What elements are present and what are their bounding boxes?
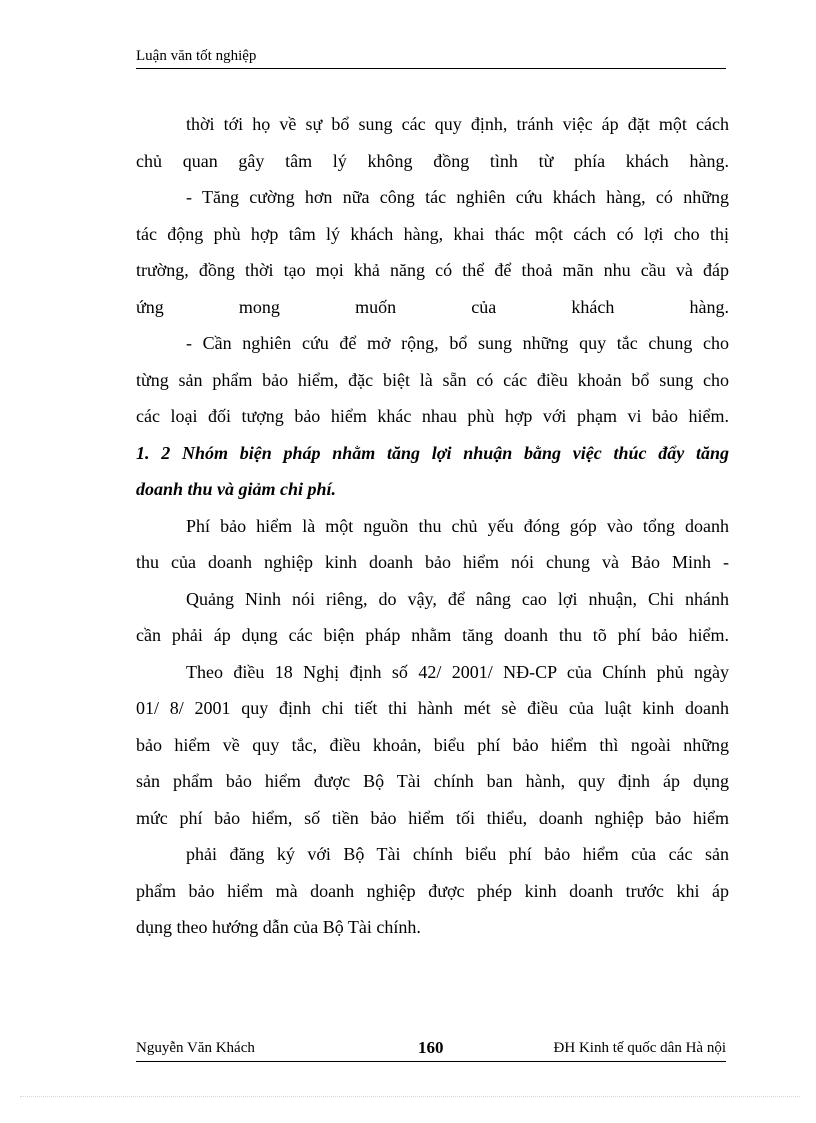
text-line: Quảng Ninh nói riêng, do vậy, để nâng cao lợi nhuận, Chi nhánh [186, 588, 729, 609]
text-line: - Tăng cường hơn nữa công tác nghiên cứu khách hàng, có những [186, 187, 729, 207]
section-heading: doanh thu và giảm chi phí. [136, 479, 337, 499]
text-line: bảo hiểm về quy tắc, điều khoản, biểu phí bảo hiểm thì ngoài những [136, 734, 729, 755]
text-line: thời tới họ về sự bổ sung các quy định, tránh việc áp đặt một cách [186, 114, 729, 134]
text-line: Phí bảo hiểm là một nguồn thu chủ yếu đóng góp vào tổng doanh [186, 515, 729, 536]
page-footer [136, 1037, 726, 1062]
text-line: phẩm bảo hiểm mà doanh nghiệp được phép kinh doanh trước khi áp [136, 880, 729, 901]
text-line: tác động phù hợp tâm lý khách hàng, khai thác một cách có lợi cho thị [136, 223, 729, 244]
text-line: dụng theo hướng dẫn của Bộ Tài chính. [136, 917, 421, 937]
text-line: ứng mong muốn của khách hàng. [136, 296, 729, 317]
text-line: - Cần nghiên cứu để mở rộng, bổ sung những quy tắc chung cho [186, 333, 729, 353]
text-line: mức phí bảo hiểm, số tiền bảo hiểm tối thiểu, doanh nghiệp bảo hiểm [136, 807, 729, 828]
text-line: Theo điều 18 Nghị định số 42/ 2001/ NĐ-CP của Chính phủ ngày [186, 661, 729, 682]
text-line: phải đăng ký với Bộ Tài chính biểu phí bảo hiểm của các sản [186, 844, 729, 864]
text-line: cần phải áp dụng các biện pháp nhằm tăng doanh thu tõ phí bảo hiểm. [136, 625, 729, 645]
text-line: 01/ 8/ 2001 quy định chi tiết thi hành mét sè điều của luật kinh doanh [136, 698, 729, 718]
page-header [136, 46, 726, 69]
header-title: Luận văn tốt nghiệp [136, 48, 257, 64]
text-line: chủ quan gây tâm lý không đồng tình từ phía khách hàng. [136, 150, 729, 171]
footer-school: ĐH Kinh tế quốc dân Hà nội [553, 1040, 726, 1056]
text-line: trường, đồng thời tạo mọi khả năng có thể để thoả mãn nhu cầu và đáp [136, 260, 729, 280]
page-number: 160 [418, 1038, 444, 1057]
footer-author: Nguyễn Văn Khách [136, 1040, 255, 1056]
text-line: thu của doanh nghiệp kinh doanh bảo hiểm nói chung và Bảo Minh - [136, 552, 729, 572]
text-line: từng sản phẩm bảo hiểm, đặc biệt là sẵn có các điều khoản bổ sung cho [136, 369, 729, 390]
text-line: các loại đối tượng bảo hiểm khác nhau phù hợp với phạm vi bảo hiểm. [136, 406, 729, 426]
section-heading: 1. 2 Nhóm biện pháp nhằm tăng lợi nhuận bằng việc thúc đẩy tăng [136, 442, 729, 463]
body-text [136, 106, 729, 946]
page-edge-divider [20, 1096, 800, 1097]
text-line: sản phẩm bảo hiểm được Bộ Tài chính ban hành, quy định áp dụng [136, 771, 729, 791]
